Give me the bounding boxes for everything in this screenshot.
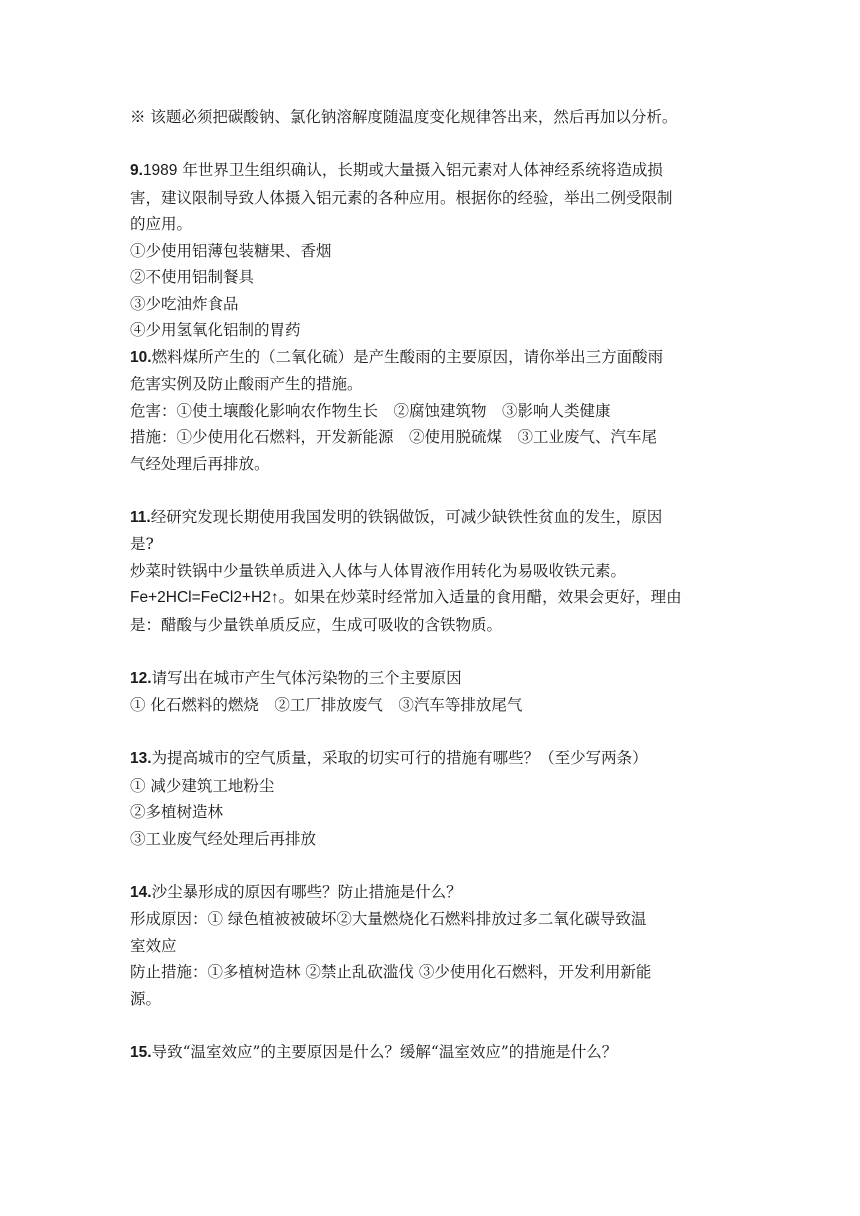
- q14-prevent-line-1: 防止措施：①多植树造林 ②禁止乱砍滥伐 ③少使用化石燃料，开发利用新能: [130, 963, 652, 981]
- q11-answer-line-1: 炒菜时铁锅中少量铁单质进入人体与人体胃液作用转化为易吸收铁元素。: [130, 561, 627, 580]
- spacer: [130, 719, 736, 746]
- q10-harm: 危害：①使土壤酸化影响农作物生长 ②腐蚀建筑物 ③影响人类健康: [130, 401, 611, 420]
- q12-question: [130, 665, 736, 693]
- q11-answer-text-2: 。如果在炒菜时经常加入适量的食用醋，效果会更好，理由: [278, 588, 682, 606]
- q14-text: 沙尘暴形成的原因有哪些？防止措施是什么？: [151, 882, 462, 901]
- q12-answer: ① 化石燃料的燃烧 ②工厂排放废气 ③汽车等排放尾气: [130, 696, 523, 714]
- q10-question-line-1: [130, 344, 736, 372]
- q14-cause-line-1: 形成原因：① 绿色植被被破坏②大量燃烧化石燃料排放过多二氧化碳导致温: [130, 910, 647, 928]
- q11-number: 11.: [130, 508, 151, 526]
- spacer: [130, 1012, 736, 1039]
- q14-question: [130, 879, 736, 907]
- q15-text: 导致“温室效应”的主要原因是什么？缓解“温室效应”的措施是什么？: [151, 1042, 618, 1061]
- spacer: [130, 477, 736, 504]
- q9-answer-3: ③少吃油炸食品: [130, 294, 239, 313]
- q12-text: 请写出在城市产生气体污染物的三个主要原因: [151, 668, 462, 687]
- q9-year: 1989: [142, 162, 178, 179]
- q9-text-1: 年世界卫生组织确认，长期或大量摄入铝元素对人体神经系统将造成损: [177, 161, 663, 179]
- q15-number: 15.: [130, 1043, 152, 1061]
- q9-question-line-1: [130, 157, 736, 185]
- note-line: ※ 该题必须把碳酸钠、氯化钠溶解度随温度变化规律答出来，然后再加以分析。: [130, 108, 678, 126]
- q11-question-line-1: [130, 504, 736, 532]
- q9-question-line-2: 害，建议限制导致人体摄入铝元素的各种应用。根据你的经验，举出二例受限制: [130, 188, 673, 207]
- q11-text-1: 经研究发现长期使用我国发明的铁锅做饭，可减少缺铁性贫血的发生，原因: [150, 507, 663, 526]
- q9-question-line-3: 的应用。: [130, 215, 193, 233]
- q15-question: [130, 1039, 736, 1067]
- q10-text-1: 燃料煤所产生的（二氧化硫）是产生酸雨的主要原因，请你举出三方面酸雨: [151, 347, 664, 366]
- q9-answer-2: ②不使用铝制餐具: [130, 268, 255, 286]
- q14-prevent-line-2: 源。: [130, 989, 162, 1008]
- q10-measure-line-1: 措施：①少使用化石燃料，开发新能源 ②使用脱硫煤 ③工业废气、汽车尾: [130, 428, 658, 446]
- document-page: [130, 104, 736, 1066]
- q11-answer-line-2: [130, 584, 736, 612]
- q11-answer-line-3: 是：醋酸与少量铁单质反应，生成可吸收的含铁物质。: [130, 615, 503, 634]
- q14-number: 14.: [130, 883, 152, 901]
- spacer: [130, 638, 736, 665]
- q10-number: 10.: [130, 348, 152, 366]
- q12-number: 12.: [130, 669, 152, 687]
- q13-answer-3: ③工业废气经处理后再排放: [130, 829, 317, 848]
- q14-cause-line-2: 室效应: [130, 936, 177, 955]
- spacer: [130, 852, 736, 879]
- q9-number: 9.: [130, 162, 143, 179]
- q13-answer-2: ②多植树造林: [130, 803, 224, 821]
- q10-question-line-2: 危害实例及防止酸雨产生的措施。: [130, 375, 363, 393]
- q13-text: 为提高城市的空气质量，采取的切实可行的措施有哪些？（至少写两条）: [151, 749, 648, 767]
- q9-answer-4: ④少用氢氧化铝制的胃药: [130, 321, 301, 339]
- q11-question-line-2: 是?: [130, 535, 154, 553]
- q13-answer-1: ① 减少建筑工地粉尘: [130, 776, 275, 795]
- q9-answer-1: ①少使用铝薄包装糖果、香烟: [130, 241, 332, 260]
- q11-equation: Fe+2HCl=FeCl2+H2↑: [130, 589, 279, 606]
- spacer: [130, 131, 736, 158]
- q13-number: 13.: [130, 750, 152, 767]
- q10-measure-line-2: 气经处理后再排放。: [130, 454, 270, 473]
- q13-question: [130, 745, 736, 773]
